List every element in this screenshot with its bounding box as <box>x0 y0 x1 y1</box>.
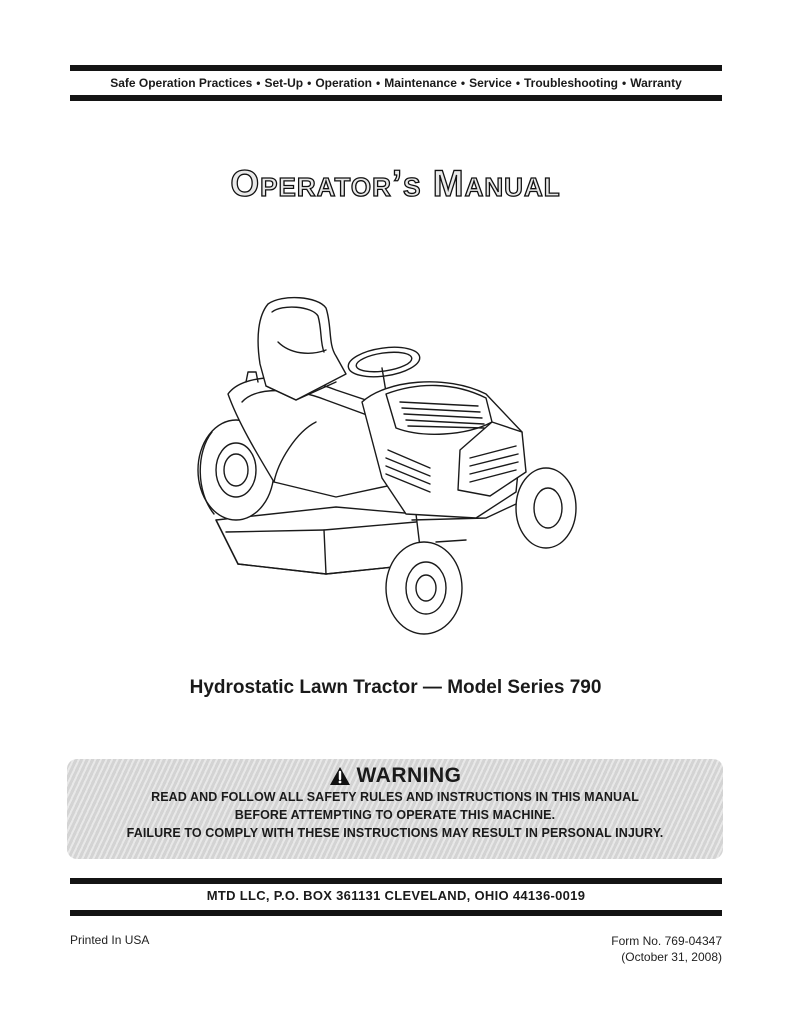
topic-separator: • <box>460 76 466 90</box>
form-info <box>611 933 722 965</box>
form-date: (October 31, 2008) <box>621 950 722 964</box>
topic-separator: • <box>515 76 521 90</box>
warning-heading <box>67 764 723 788</box>
topic-safe-operation: Safe Operation Practices <box>110 76 253 90</box>
header-rule-bottom <box>70 95 722 101</box>
topic-troubleshooting: Troubleshooting <box>524 76 619 90</box>
warning-heading-text: WARNING <box>356 764 462 787</box>
header-rule-top <box>70 65 722 71</box>
form-number: Form No. 769-04347 <box>611 934 722 948</box>
topic-operation: Operation <box>315 76 373 90</box>
topic-warranty: Warranty <box>630 76 682 90</box>
topic-service: Service <box>469 76 512 90</box>
warning-line-1: READ AND FOLLOW ALL SAFETY RULES AND INSTRUCTIONS IN THIS MANUAL <box>151 790 639 804</box>
address-rule-top <box>70 878 722 884</box>
product-subtitle: Hydrostatic Lawn Tractor — Model Series 790 <box>189 677 602 698</box>
lawn-tractor-illustration <box>186 282 586 642</box>
printed-in: Printed In USA <box>70 933 150 947</box>
topic-maintenance: Maintenance <box>384 76 457 90</box>
topic-separator: • <box>307 76 312 90</box>
page-title <box>0 163 791 205</box>
topic-separator: • <box>622 76 627 90</box>
warning-triangle-icon <box>329 766 351 786</box>
warning-panel <box>67 759 723 859</box>
warning-line-2: BEFORE ATTEMPTING TO OPERATE THIS MACHINE. <box>234 808 556 822</box>
address-rule-bottom <box>70 910 722 916</box>
topic-separator: • <box>256 76 261 90</box>
company-address: MTD LLC, P.O. BOX 361131 CLEVELAND, OHIO 44136-0019 <box>206 888 586 903</box>
topic-setup: Set-Up <box>264 76 304 90</box>
page-title-text: Operator’s Manual <box>230 163 561 204</box>
warning-line-3: FAILURE TO COMPLY WITH THESE INSTRUCTIONS MAY RESULT IN PERSONAL INJURY. <box>126 826 664 840</box>
topic-separator: • <box>376 76 381 90</box>
header-topics <box>70 73 722 93</box>
